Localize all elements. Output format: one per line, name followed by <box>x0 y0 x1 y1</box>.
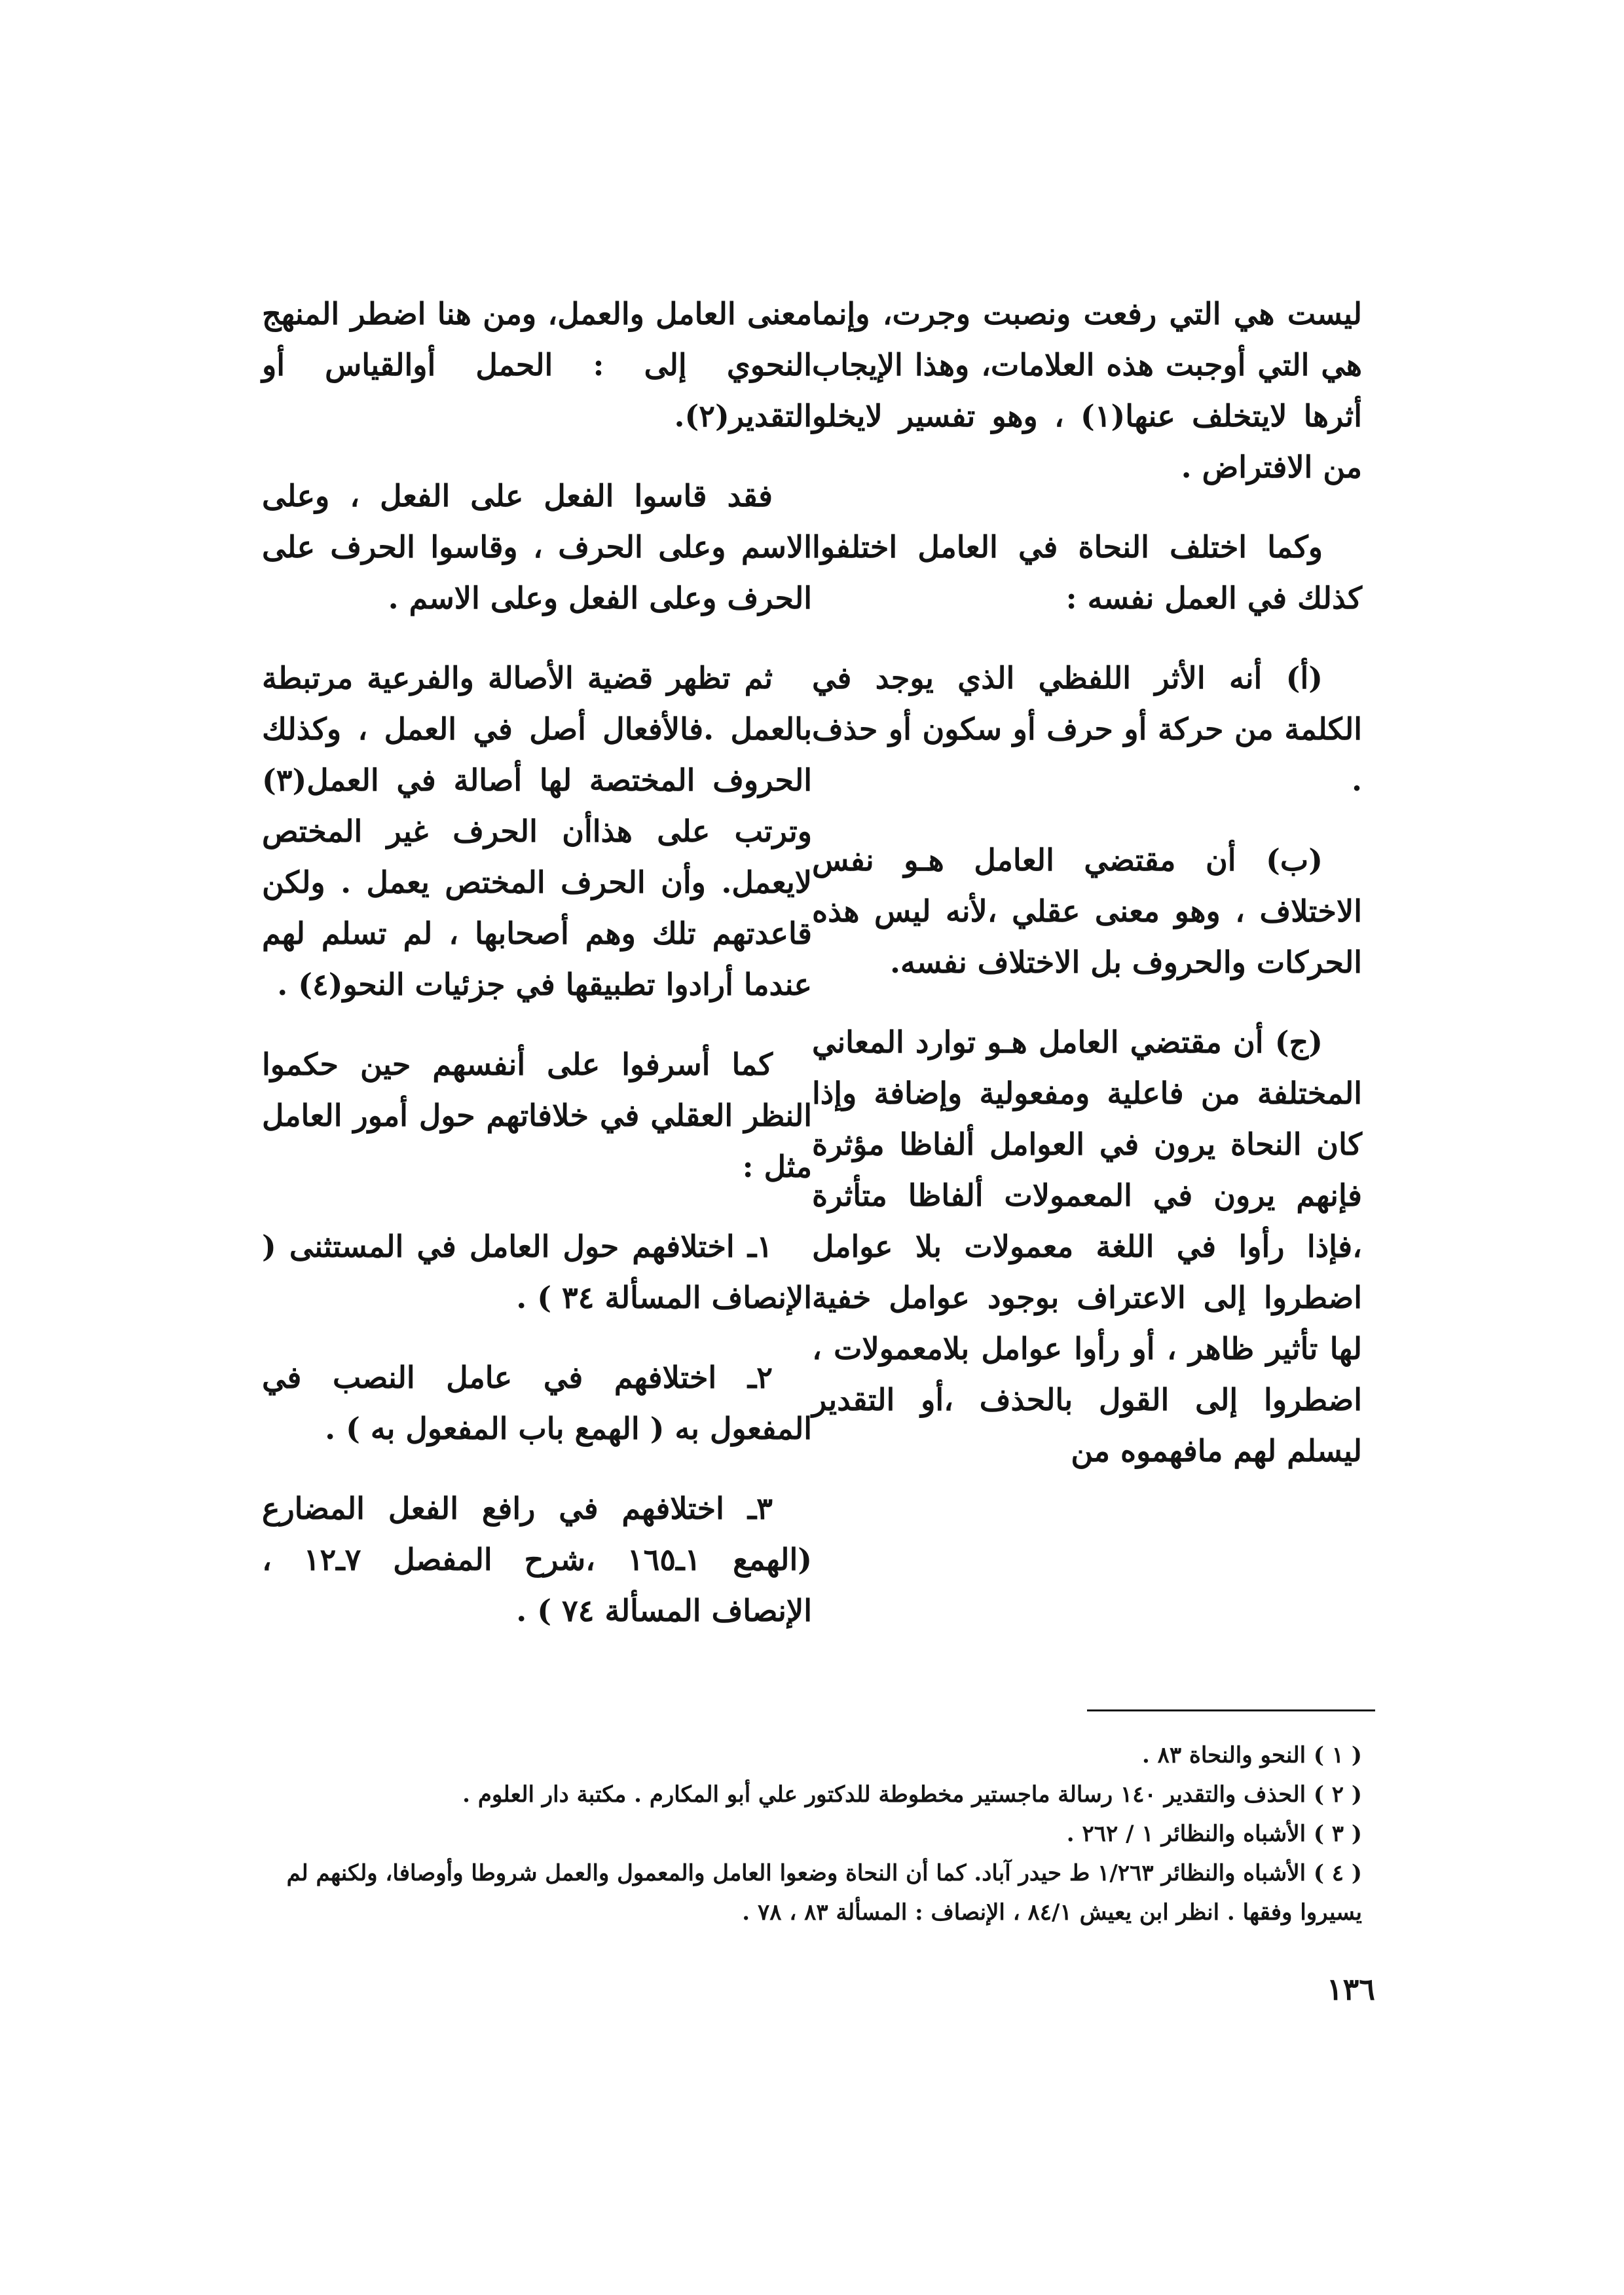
footnote-separator <box>1087 1709 1375 1711</box>
paragraph-view-a: (أ) أنه الأثر اللفظي الذي يوجد في الكلمة من حركة أو حرف أو سكون أو حذف . <box>812 660 1362 798</box>
right-text-column <box>812 288 1362 1505</box>
paragraph-view-b: (ب) أن مقتضي العامل هـو نفس الاختلاف ، وهو معنى عقلي ،لأنه ليس هذه الحركات والحروف بل الاختلاف نفسه. <box>812 842 1362 980</box>
left-text-column <box>262 288 812 1665</box>
footnote-1: ( ١ ) النحو والنحاة ٨٣ . <box>1141 1742 1362 1768</box>
footnotes-section <box>262 1736 1362 1932</box>
list-item-3: ٣ـ اختلافهم في رافع الفعل المضارع (الهمع ١ـ١٦٥ ،شرح المفصل ٧ـ١٢ ، الإنصاف المسألة ٧٤ ) . <box>262 1491 812 1628</box>
paragraph-analogy: فقد قاسوا الفعل على الفعل ، وعلى الاسم وعلى الحرف ، وقاسوا الحرف على الحرف وعلى الفعل وعلى الاسم . <box>262 478 812 616</box>
paragraph-disagreement-intro: وكما اختلف النحاة في العامل اختلفوا كذلك في العمل نفسه : <box>812 529 1362 616</box>
paragraph-originality-branching: ثم تظهر قضية الأصالة والفرعية مرتبطة بالعمل .فالأفعال أصل في العمل ، وكذلك الحروف المختصة لها أصالة في العمل(٣) وترتب على هذاأن الحرف غير المختص لايعمل. وأن الحرف المختص يعمل . ولكن قاعدتهم تلك وهم أصحابها ، لم تسلم لهم عندما أرادوا تطبيقها في جزئيات النحو(٤) . <box>262 660 812 1002</box>
paragraph-excess-reasoning: كما أسرفوا على أنفسهم حين حكموا النظر العقلي في خلافاتهم حول أمور العامل مثل : <box>262 1047 812 1184</box>
paragraph-meaning-of-regent: معنى العامل والعمل، ومن هنا اضطر المنهج النحوي إلى : الحمل أوالقياس أو التقدير(٢). <box>262 296 812 434</box>
list-item-1: ١ـ اختلافهم حول العامل في المستثنى ( الإنصاف المسألة ٣٤ ) . <box>262 1229 812 1315</box>
list-item-2: ٢ـ اختلافهم في عامل النصب في المفعول به ( الهمع باب المفعول به ) . <box>262 1360 812 1446</box>
footnote-4: ( ٤ ) الأشباه والنظائر ١/٢٦٣ ط حيدر آباد. كما أن النحاة وضعوا العامل والمعمول والعمل شروطا وأوصافا، ولكنهم لم يسيروا وفقها . انظر ابن يعيش ٨٤/١ ، الإنصاف : المسألة ٨٣ ، ٧٨ . <box>286 1860 1362 1926</box>
footnote-2: ( ٢ ) الحذف والتقدير ١٤٠ رسالة ماجستير مخطوطة للدكتور علي أبو المكارم . مكتبة دار العلوم . <box>462 1782 1362 1808</box>
page-number: ١٣٦ <box>1326 1971 1375 2007</box>
paragraph-cause-explanation: ليست هي التي رفعت ونصبت وجرت، وإنما هي التي أوجبت هذه العلامات، وهذا الإيجاب أثرها لايتخلف عنها(١) ، وهو تفسير لايخلو من الافتراض . <box>812 296 1362 485</box>
footnote-3: ( ٣ ) الأشباه والنظائر ١ / ٢٦٢ . <box>1066 1821 1362 1847</box>
paragraph-view-c: (ج) أن مقتضي العامل هـو توارد المعاني المختلفة من فاعلية ومفعولية وإضافة وإذا كان النحاة يرون في العوامل ألفاظا مؤثرة فإنهم يرون في المعمولات ألفاظا متأثرة ،فإذا رأوا في اللغة معمولات بلا عوامل اضطروا إلى الاعتراف بوجود عوامل خفية لها تأثير ظاهر ، أو رأوا عوامل بلامعمولات ، اضطروا إلى القول بالحذف ،أو التقدير ليسلم لهم مافهموه من <box>812 1024 1362 1468</box>
